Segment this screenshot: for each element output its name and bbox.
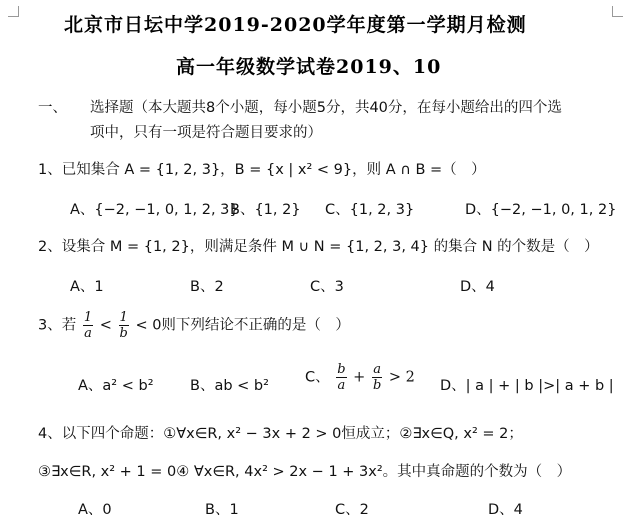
question-2-option-a: A、1: [70, 279, 104, 295]
exam-title-line2: 高一年级数学试卷2019、10: [176, 56, 442, 78]
less-than-sign: <: [99, 317, 112, 334]
fraction-denominator: b: [372, 378, 382, 393]
question-2-option-d: D、4: [460, 279, 495, 295]
option-c-label: C、: [305, 369, 330, 386]
question-3-option-b: B、ab < b²: [190, 378, 269, 394]
question-2-option-b: B、2: [190, 279, 224, 295]
question-3-option-d: D、| a | + | b |>| a + b |: [440, 378, 614, 394]
fraction-numerator: b: [337, 362, 346, 377]
fraction-numerator: 1: [119, 310, 128, 325]
option-c-tail: > 2: [388, 369, 415, 386]
question-3-stem-suffix: < 0则下列结论不正确的是（ ）: [135, 317, 350, 334]
page-corner-mark-left: [8, 6, 19, 17]
fraction-denominator: b: [119, 326, 128, 341]
question-4-option-b: B、1: [205, 502, 239, 518]
question-3-option-c: [305, 362, 415, 393]
option-c-fraction-b-over-a: [336, 362, 346, 393]
question-1-option-a: A、{−2, −1, 0, 1, 2, 3}: [70, 202, 239, 218]
plus-sign: +: [353, 369, 366, 386]
question-1-stem: 1、已知集合 A = {1, 2, 3}，B = {x | x² < 9}，则 A ∩ B =（ ）: [38, 162, 486, 178]
section-instructions-line1: 选择题（本大题共8个小题，每小题5分，共40分，在每小题给出的四个选: [90, 100, 562, 116]
fraction-numerator: 1: [83, 310, 93, 325]
question-3-option-a: A、a² < b²: [78, 378, 154, 394]
question-3-stem: [38, 310, 350, 341]
question-1-option-b: B、{1, 2}: [230, 202, 301, 218]
question-1-option-d: D、{−2, −1, 0, 1, 2}: [465, 202, 617, 218]
question-4-stem-line2: ③∃x∈R, x² + 1 = 0④ ∀x∈R, 4x² > 2x − 1 + 3x²。其中真命题的个数为（ ）: [38, 464, 572, 480]
question-2-stem: 2、设集合 M = {1, 2}，则满足条件 M ∪ N = {1, 2, 3, 4} 的集合 N 的个数是（ ）: [38, 239, 599, 255]
question-4-option-a: A、0: [78, 502, 112, 518]
question-4-stem-line1: 4、以下四个命题：①∀x∈R, x² − 3x + 2 > 0恒成立；②∃x∈Q, x² = 2；: [38, 426, 523, 442]
fraction-numerator: a: [373, 362, 381, 377]
question-3-fraction-1-over-a: [83, 310, 93, 341]
question-4-option-d: D、4: [488, 502, 523, 518]
fraction-denominator: a: [337, 378, 346, 393]
exam-title-line1: 北京市日坛中学2019-2020学年度第一学期月检测: [64, 14, 527, 36]
section-instructions-line2: 项中，只有一项是符合题目要求的）: [90, 125, 322, 141]
option-c-fraction-a-over-b: [372, 362, 382, 393]
section-number: 一、: [38, 100, 67, 116]
fraction-denominator: a: [84, 326, 92, 341]
question-3-stem-prefix: 3、若: [38, 317, 77, 334]
page-corner-mark-right: [612, 6, 623, 17]
question-2-option-c: C、3: [310, 279, 344, 295]
question-4-option-c: C、2: [335, 502, 369, 518]
question-1-option-c: C、{1, 2, 3}: [325, 202, 415, 218]
question-3-fraction-1-over-b: [119, 310, 129, 341]
